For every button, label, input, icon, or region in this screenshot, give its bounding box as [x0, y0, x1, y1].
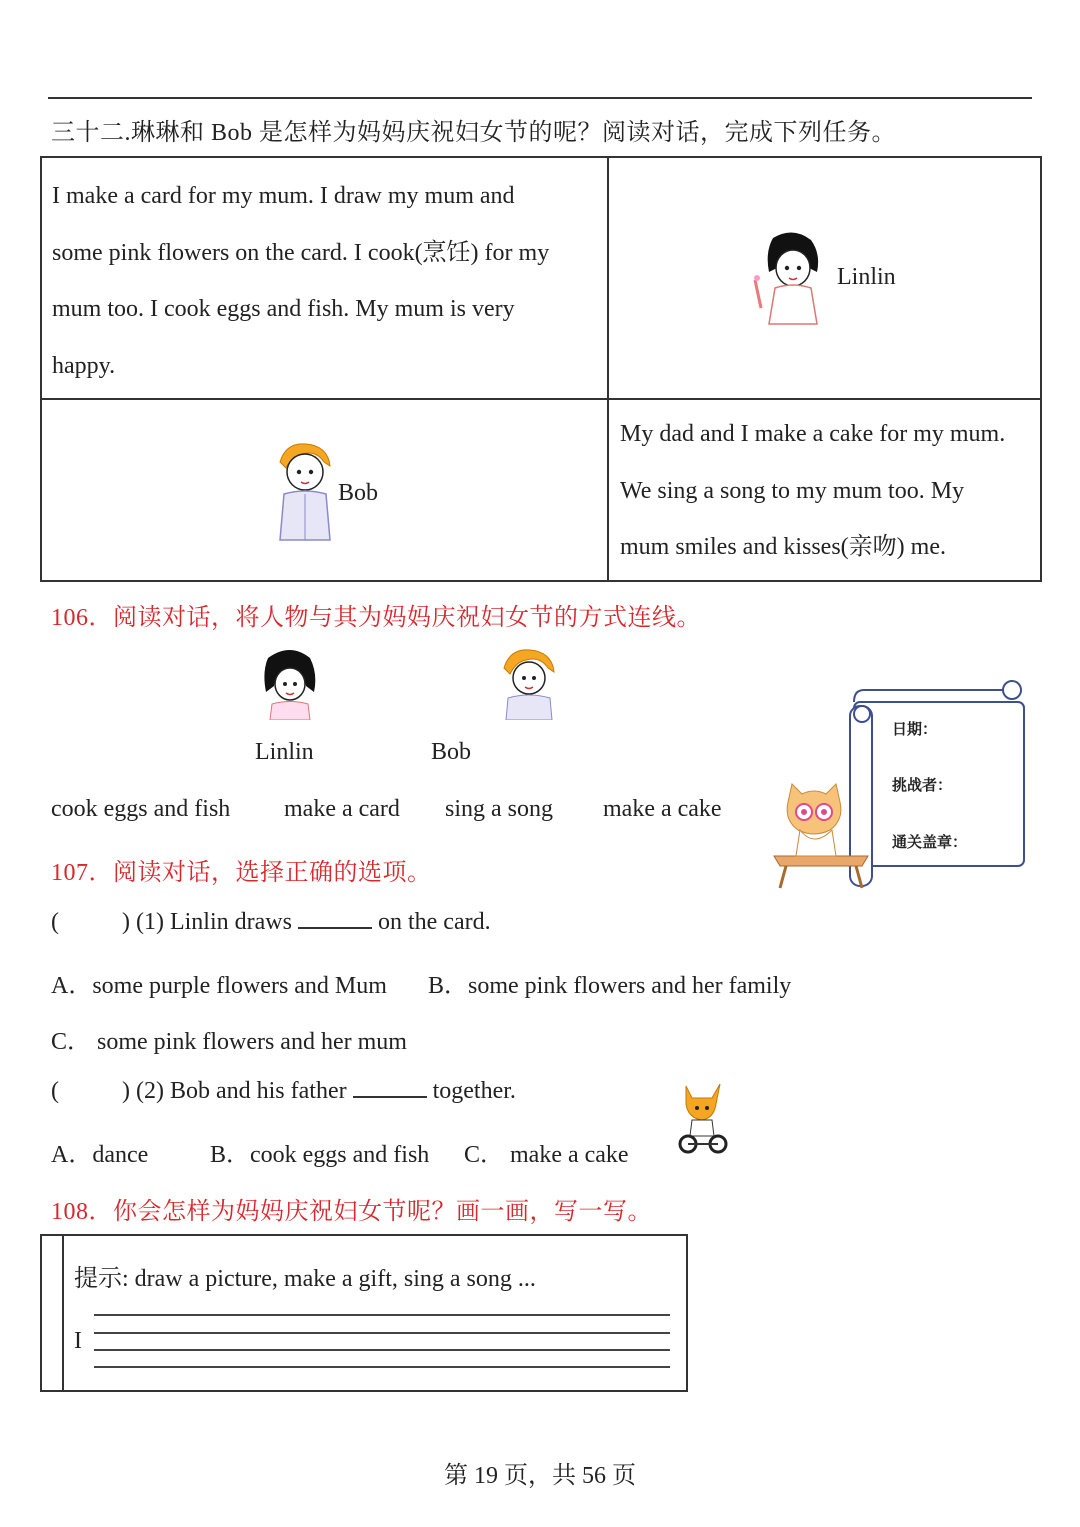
linlin-small-icon	[252, 644, 328, 720]
q106-option: make a card	[284, 796, 400, 822]
bob-line: My dad and I make a cake for my mum.	[620, 421, 1006, 447]
writing-line[interactable]	[94, 1314, 670, 1316]
linlin-text-cell	[41, 157, 608, 399]
bob-figure-icon	[272, 440, 336, 544]
writing-line[interactable]	[94, 1332, 670, 1334]
linlin-line: some pink flowers on the card. I cook(烹饪) for my	[52, 239, 550, 266]
section-title: 三十二.琳琳和 Bob 是怎样为妈妈庆祝妇女节的呢？阅读对话，完成下列任务。	[51, 120, 897, 146]
q1-stem-before: ) (1) Linlin draws	[122, 909, 292, 935]
q107-q2-option-b: B．cook eggs and fish	[210, 1142, 430, 1168]
linlin-line: mum too. I cook eggs and fish. My mum is very	[52, 296, 515, 322]
q107-q2-paren: (	[51, 1078, 59, 1104]
scroll-date-label: 日期：	[892, 720, 938, 738]
q106-title: 106．阅读对话，将人物与其为妈妈庆祝妇女节的方式连线。	[51, 605, 701, 631]
q108-title: 108．你会怎样为妈妈庆祝妇女节呢？画一画，写一写。	[51, 1199, 652, 1225]
bob-picture-cell	[41, 399, 608, 581]
bob-paragraph	[609, 400, 1040, 576]
q106-name-linlin: Linlin	[255, 739, 314, 765]
q107-q1-paren: (	[51, 909, 59, 935]
answer-blank[interactable]	[298, 909, 372, 929]
q107-q2-option-a: A．dance	[51, 1142, 149, 1168]
writing-box-margin-line	[62, 1236, 64, 1390]
bob-line: We sing a song to my mum too. My	[620, 477, 965, 504]
bob-small-icon	[496, 646, 560, 720]
linlin-line: happy.	[52, 352, 116, 379]
bob-text-cell	[608, 399, 1041, 581]
linlin-picture-cell	[608, 157, 1041, 399]
scroll-stamp-label: 通关盖章：	[892, 833, 968, 851]
q1-stem-after: on the card.	[377, 909, 491, 935]
q2-stem-before: ) (2) Bob and his father	[122, 1078, 347, 1104]
writing-start-word: I	[74, 1328, 82, 1354]
linlin-name-label: Linlin	[837, 264, 896, 290]
story-table	[40, 156, 1042, 582]
q106-option: sing a song	[445, 796, 553, 822]
scroll-challenger-label: 挑战者：	[892, 776, 953, 794]
fox-bike-icon	[676, 1078, 728, 1156]
q107-title: 107．阅读对话，选择正确的选项。	[51, 860, 432, 886]
writing-hint: 提示: draw a picture, make a gift, sing a song ...	[74, 1266, 536, 1292]
q107-q1-option-a: A．some purple flowers and Mum	[51, 973, 387, 999]
page-number: 第 19 页，共 56 页	[444, 1463, 636, 1489]
q107-q2-stem	[122, 1078, 516, 1105]
bob-name-label: Bob	[338, 480, 379, 506]
linlin-line: I make a card for my mum. I draw my mum and	[52, 183, 515, 209]
linlin-paragraph	[42, 158, 607, 394]
q107-q1-option-c: C． some pink flowers and her mum	[51, 1029, 407, 1055]
q107-q1-stem	[122, 909, 491, 936]
writing-box	[40, 1234, 688, 1392]
q106-name-bob: Bob	[431, 739, 472, 765]
q2-stem-after: together.	[432, 1078, 516, 1104]
writing-line[interactable]	[94, 1349, 670, 1351]
q106-option: make a cake	[603, 796, 722, 822]
top-rule	[48, 97, 1032, 99]
writing-line[interactable]	[94, 1366, 670, 1368]
q107-q2-option-c: C． make a cake	[464, 1142, 629, 1168]
q106-option: cook eggs and fish	[51, 796, 231, 822]
q107-q1-option-b: B．some pink flowers and her family	[428, 973, 792, 999]
bob-line: mum smiles and kisses(亲吻) me.	[620, 534, 946, 560]
linlin-figure-icon	[747, 228, 839, 328]
answer-blank[interactable]	[353, 1078, 427, 1098]
